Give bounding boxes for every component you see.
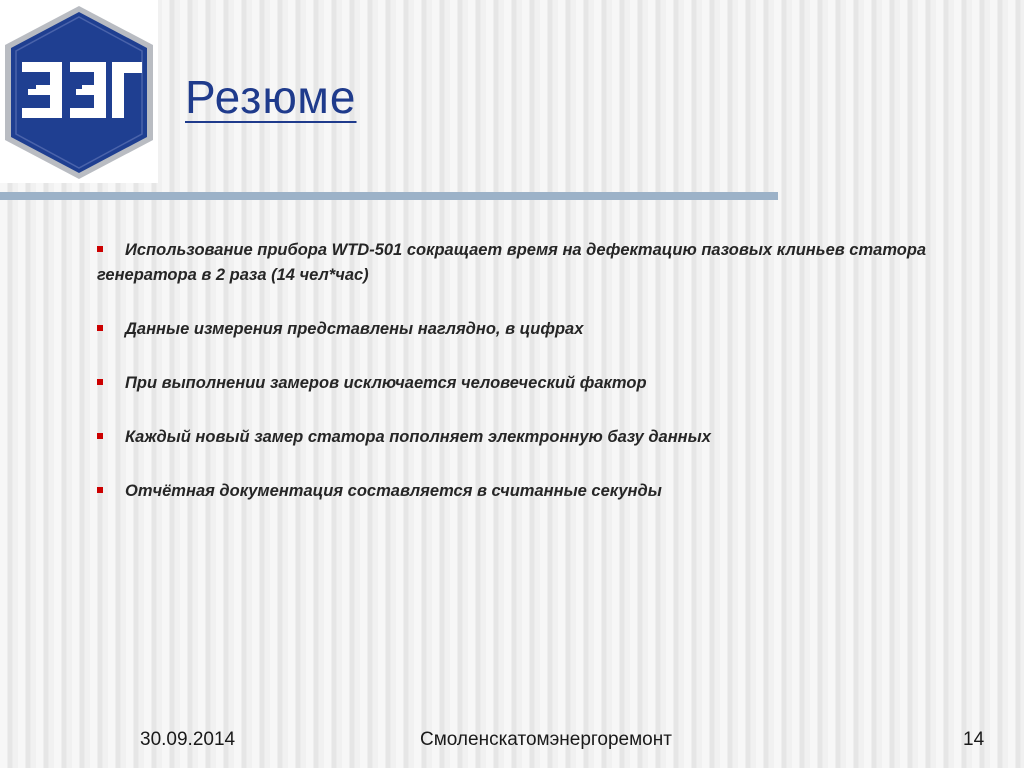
footer-date: 30.09.2014: [140, 729, 236, 750]
bullet-marker-icon: [97, 379, 103, 385]
bullet-list: [97, 238, 937, 533]
bullet-item-5: [97, 479, 937, 504]
bullet-text-2: Данные измерения представлены наглядно, в цифрах: [125, 320, 584, 338]
bullet-text-5: Отчётная документация составляется в считанные секунды: [125, 482, 662, 500]
bullet-text-3: При выполнении замеров исключается человеческий фактор: [125, 374, 647, 392]
bullet-text-4: Каждый новый замер статора пополняет электронную базу данных: [125, 428, 711, 446]
bullet-item-4: [97, 425, 937, 450]
company-logo-icon: [0, 0, 158, 183]
footer-page-number: 14: [963, 729, 985, 750]
bullet-text-1: Использование прибора WTD-501 сокращает время на дефектацию пазовых клиньев статора генератора в 2 раза (14 чел*час): [97, 241, 927, 284]
bullet-item-2: [97, 317, 937, 342]
logo-container: [0, 0, 158, 183]
bullet-marker-icon: [97, 487, 103, 493]
bullet-marker-icon: [97, 246, 103, 252]
footer-organization: Смоленскатомэнергоремонт: [420, 729, 672, 750]
title-divider: [0, 192, 778, 200]
bullet-marker-icon: [97, 433, 103, 439]
bullet-item-1: [97, 238, 937, 288]
slide-title: Резюме: [185, 71, 357, 123]
bullet-item-3: [97, 371, 937, 396]
bullet-marker-icon: [97, 325, 103, 331]
